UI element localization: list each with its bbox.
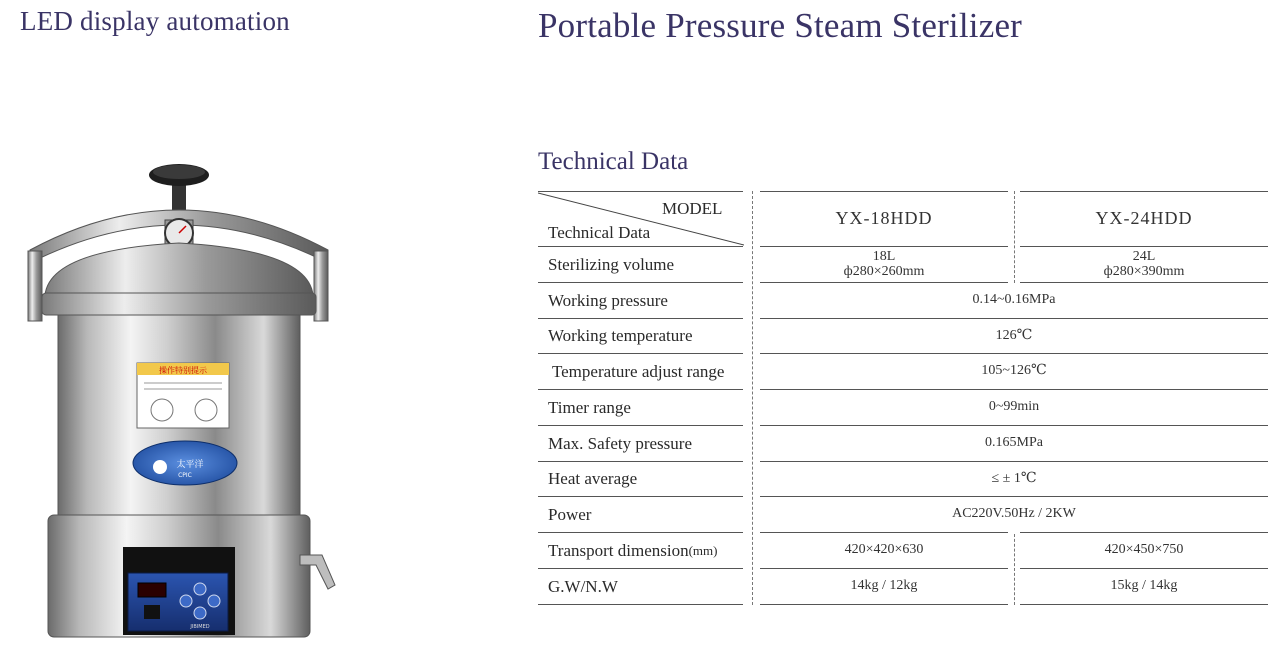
cell-power: AC220V.50Hz / 2KW <box>952 506 1076 522</box>
pressure-knob <box>149 164 209 215</box>
cell-working-pressure: 0.14~0.16MPa <box>972 292 1056 308</box>
cell-transport-dimension-b: 420×450×750 <box>1104 542 1184 558</box>
cell-temperature-adjust-range: 105~126℃ <box>981 363 1047 379</box>
row-label-transport-dimension <box>548 533 717 568</box>
brand-cn: 太平洋 <box>176 460 204 470</box>
cell-working-temperature: 126℃ <box>995 327 1033 343</box>
row-label-working-temperature: Working temperature <box>548 326 693 345</box>
row-rule <box>760 604 1008 605</box>
row-label-power: Power <box>548 504 592 524</box>
transport-dimension-unit: (mm) <box>688 542 718 558</box>
cell-max-safety-pressure: 0.165MPa <box>985 435 1043 451</box>
column-divider-2-top <box>1014 191 1015 283</box>
volume-b-capacity: 24L <box>1132 248 1156 264</box>
panel-brand: JIBIMED <box>190 624 210 630</box>
row-rule <box>760 191 1008 192</box>
row-label-gw-nw: G.W/N.W <box>548 576 618 596</box>
transport-dimension-text: Transport dimension <box>548 540 689 560</box>
row-label-heat-average: Heat average <box>548 469 638 488</box>
section-title: Technical Data <box>538 148 689 175</box>
model-header-a: YX-18HDD <box>835 208 933 229</box>
volume-a-capacity: 18L <box>872 248 896 264</box>
left-title: LED display automation <box>20 6 290 36</box>
header-technical-data: Technical Data <box>548 223 651 242</box>
cell-heat-average: ≤ ± 1℃ <box>991 470 1037 486</box>
row-label-sterilizing-volume: Sterilizing volume <box>548 254 675 274</box>
cell-gw-nw-b: 15kg / 14kg <box>1110 578 1178 594</box>
header-model: MODEL <box>662 199 723 218</box>
row-label-max-safety-pressure: Max. Safety pressure <box>548 433 692 453</box>
page-title: Portable Pressure Steam Sterilizer <box>538 6 1023 45</box>
model-header-b: YX-24HDD <box>1095 208 1193 229</box>
volume-b-dimension: ф280×390mm <box>1103 263 1185 279</box>
brand-badge <box>133 441 237 485</box>
row-label-temperature-adjust-range: Temperature adjust range <box>548 361 725 381</box>
cell-timer-range: 0~99min <box>988 399 1040 415</box>
sterilizer-product-image <box>20 155 350 645</box>
cell-volume-b <box>1020 247 1268 282</box>
row-rule <box>538 191 743 192</box>
row-rule <box>1020 191 1268 192</box>
cell-transport-dimension-a: 420×420×630 <box>844 542 924 558</box>
warning-title: 操作特别提示 <box>159 366 207 375</box>
volume-a-dimension: ф280×260mm <box>843 263 925 279</box>
technical-data-table <box>538 191 1268 605</box>
column-divider-2-bottom <box>1014 534 1015 605</box>
warning-label <box>137 363 229 428</box>
row-rule <box>1020 604 1268 605</box>
row-label-timer-range: Timer range <box>548 397 631 417</box>
brand-en: CPIC <box>178 472 192 479</box>
cell-volume-a <box>760 247 1008 282</box>
column-divider-1 <box>752 191 753 605</box>
control-panel <box>123 547 235 635</box>
row-rule <box>538 604 743 605</box>
cell-gw-nw-a: 14kg / 12kg <box>850 578 918 594</box>
row-label-working-pressure: Working pressure <box>548 290 668 310</box>
